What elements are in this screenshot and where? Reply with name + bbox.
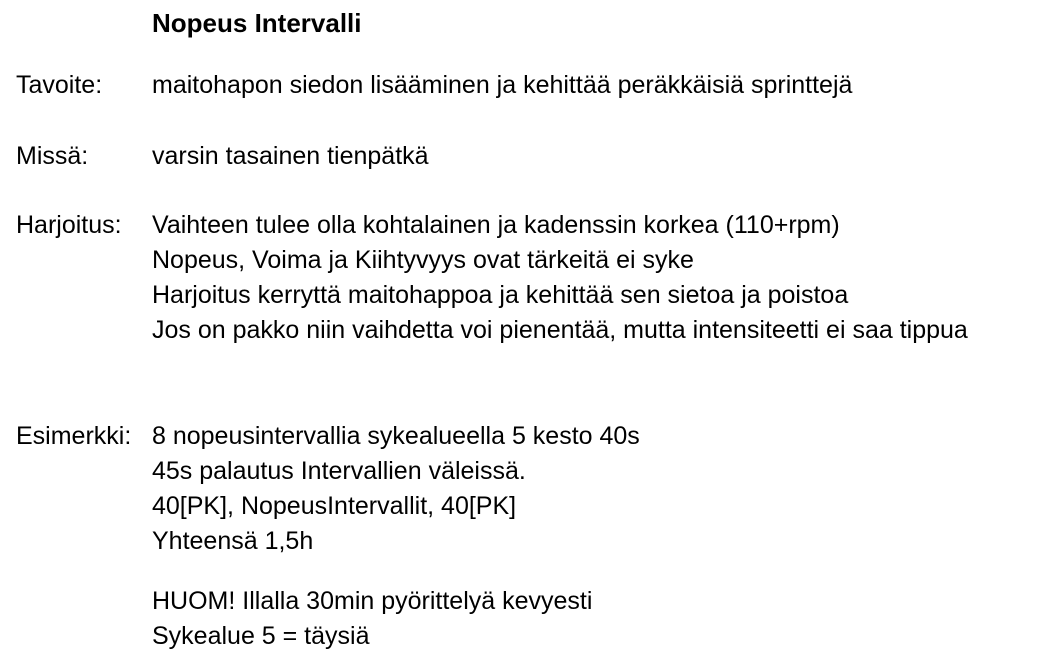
tavoite-label: Tavoite: [16, 71, 103, 99]
esimerkki-line: Yhteensä 1,5h [152, 527, 314, 555]
missa-text [152, 139, 429, 174]
esimerkki-text [152, 419, 640, 559]
huom-note [152, 584, 592, 654]
harjoitus-line: Vaihteen tulee olla kohtalainen ja kadenssin korkea (110+rpm) [152, 211, 840, 239]
harjoitus-line: Jos on pakko niin vaihdetta voi pienentää, mutta intensiteetti ei saa tippua [152, 316, 968, 344]
tavoite-text [152, 68, 852, 103]
missa-line: varsin tasainen tienpätkä [152, 142, 429, 170]
page-title: Nopeus Intervalli [152, 8, 362, 38]
harjoitus-line: Harjoitus kerryttä maitohappoa ja kehittää sen sietoa ja poistoa [152, 281, 849, 309]
tavoite-line: maitohapon siedon lisääminen ja kehittää peräkkäisiä sprinttejä [152, 71, 853, 99]
huom-line: Sykealue 5 = täysiä [152, 622, 370, 650]
esimerkki-line: 45s palautus Intervallien väleissä. [152, 457, 526, 485]
esimerkki-label: Esimerkki: [16, 422, 132, 450]
esimerkki-line: 40[PK], NopeusIntervallit, 40[PK] [152, 492, 517, 520]
missa-label: Missä: [16, 142, 89, 170]
harjoitus-line: Nopeus, Voima ja Kiihtyvyys ovat tärkeitä ei syke [152, 246, 694, 274]
harjoitus-label: Harjoitus: [16, 211, 122, 239]
esimerkki-line: 8 nopeusintervallia sykealueella 5 kesto 40s [152, 422, 640, 450]
harjoitus-text [152, 208, 968, 348]
huom-line: HUOM! Illalla 30min pyörittelyä kevyesti [152, 587, 593, 615]
